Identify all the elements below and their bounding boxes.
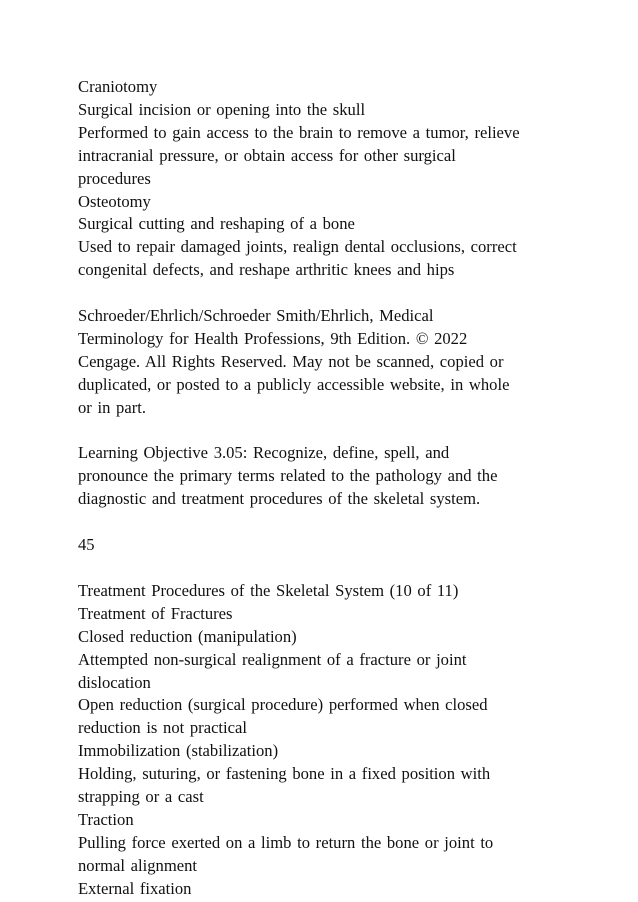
treatment-procedures-section xyxy=(78,580,618,901)
text-line: Traction xyxy=(78,809,134,829)
text-line: Closed reduction (manipulation) xyxy=(78,626,297,646)
text-line: strapping or a cast xyxy=(78,787,204,807)
text-line: dislocation xyxy=(78,672,151,692)
text-line: External fixation xyxy=(78,878,192,898)
paragraph-spacer xyxy=(78,511,618,534)
document-page xyxy=(78,76,618,901)
text-line: Treatment Procedures of the Skeletal System (10 of 11) xyxy=(78,580,459,600)
paragraph-spacer xyxy=(78,557,618,580)
text-line: Osteotomy xyxy=(78,191,151,211)
text-line: Used to repair damaged joints, realign dental occlusions, correct xyxy=(78,237,517,257)
text-line: procedures xyxy=(78,168,151,188)
text-line: Surgical cutting and reshaping of a bone xyxy=(78,214,355,234)
text-line: Learning Objective 3.05: Recognize, define, spell, and xyxy=(78,443,450,463)
copyright-notice xyxy=(78,305,618,420)
text-line: Attempted non-surgical realignment of a fracture or joint xyxy=(78,649,467,669)
text-line: Performed to gain access to the brain to remove a tumor, relieve xyxy=(78,122,520,142)
text-line: Surgical incision or opening into the skull xyxy=(78,99,366,119)
text-line: Terminology for Health Professions, 9th Edition. © 2022 xyxy=(78,328,468,348)
text-line: or in part. xyxy=(78,397,146,417)
text-line: intracranial pressure, or obtain access for other surgical xyxy=(78,145,456,165)
text-line: Open reduction (surgical procedure) performed when closed xyxy=(78,695,488,715)
text-line: Treatment of Fractures xyxy=(78,603,233,623)
text-line: normal alignment xyxy=(78,855,198,875)
learning-objective xyxy=(78,442,618,511)
text-line: Pulling force exerted on a limb to return the bone or joint to xyxy=(78,832,494,852)
paragraph-osteotomy-craniotomy xyxy=(78,76,618,282)
text-line: Cengage. All Rights Reserved. May not be scanned, copied or xyxy=(78,351,504,371)
text-line: Craniotomy xyxy=(78,77,158,96)
text-line: 45 xyxy=(78,535,95,555)
text-line: Schroeder/Ehrlich/Schroeder Smith/Ehrlich, Medical xyxy=(78,306,434,326)
slide-number xyxy=(78,534,618,557)
text-line: reduction is not practical xyxy=(78,718,247,738)
text-line: congenital defects, and reshape arthritic knees and hips xyxy=(78,260,455,280)
text-line: Holding, suturing, or fastening bone in a fixed position with xyxy=(78,764,491,784)
text-line: pronounce the primary terms related to the pathology and the xyxy=(78,466,498,486)
text-line: Immobilization (stabilization) xyxy=(78,741,279,761)
text-line: duplicated, or posted to a publicly accessible website, in whole xyxy=(78,374,510,394)
text-line: diagnostic and treatment procedures of the skeletal system. xyxy=(78,489,481,509)
paragraph-spacer xyxy=(78,420,618,443)
paragraph-spacer xyxy=(78,282,618,305)
